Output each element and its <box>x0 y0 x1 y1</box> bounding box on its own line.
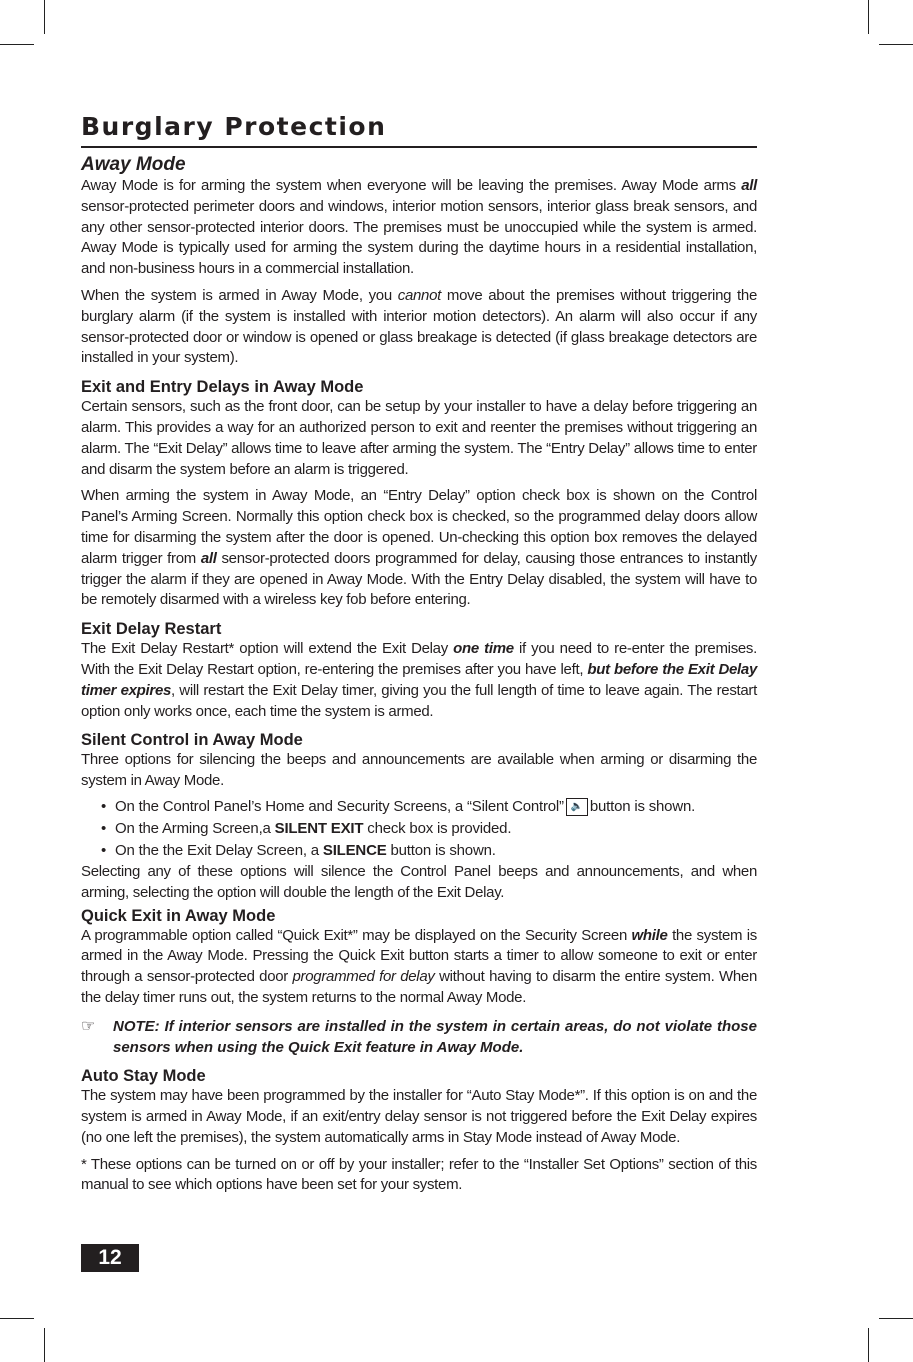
note-text: NOTE: If interior sensors are installed in the system in certain areas, do not violate those sensors when using the Quick Exit feature in Away Mode. <box>113 1017 757 1056</box>
exit-entry-paragraph-1: Certain sensors, such as the front door, can be setup by your installer to have a delay before triggering an alarm. This provides a way for an authorized person to exit and reenter the premises without triggering an alarm. The “Exit Delay” allows time to leave after arming the system. The “Entry Delay” allows time to enter and disarm the system before an alarm is triggered. <box>81 398 757 478</box>
crop-mark <box>44 1328 45 1362</box>
list-item: • On the the Exit Delay Screen, a SILENCE button is shown. <box>101 841 496 859</box>
list-item: • On the Control Panel’s Home and Security Screens, a “Silent Control” 🔈 button is shown. <box>101 797 696 815</box>
section-heading-quick-exit: Quick Exit in Away Mode <box>81 906 276 925</box>
crop-mark <box>868 0 869 34</box>
page-title: Burglary Protection <box>81 112 757 148</box>
exit-entry-paragraph-2: When arming the system in Away Mode, an “Entry Delay” option check box is shown on the Control Panel’s Arming Screen. Normally this option check box is checked, so the programmed delay doors allow time for disarming the system after the door is opened. Un-checking this option box removes the delayed alarm trigger from all sensor-protected doors programmed for delay, causing those entrances to instantly trigger the alarm if they are opened in Away Mode. With the Entry Delay disabled, the system will have to be remotely disarmed with a wireless key fob before entering. <box>81 487 758 609</box>
footnote: * These options can be turned on or off by your installer; refer to the “Installer Set Options” section of this manual to see which options have been set for your system. <box>81 1155 757 1194</box>
list-item: • On the Arming Screen,a SILENT EXIT check box is provided. <box>101 819 512 837</box>
crop-mark <box>879 1318 913 1319</box>
away-mode-paragraph-2: When the system is armed in Away Mode, you cannot move about the premises without triggering the burglary alarm (if the system is installed with interior motion detectors). An alarm will also occur if any sensor-protected door or window is opened or glass breakage is detected (if glass breakage detectors are installed in your system). <box>81 286 757 367</box>
silent-options-list <box>81 796 757 862</box>
speaker-icon: 🔈 <box>566 798 588 816</box>
crop-mark <box>868 1328 869 1362</box>
page-number: 12 <box>81 1244 139 1272</box>
section-heading-silent-control: Silent Control in Away Mode <box>81 731 303 750</box>
page-content <box>81 112 757 1196</box>
auto-stay-paragraph: The system may have been programmed by the installer for “Auto Stay Mode*”. If this option is on and the system is armed in Away Mode, if an exit/entry delay sensor is not triggered before the Exit Delay expires (no one left the premises), the system automatically arms in Stay Mode instead of Away Mode. <box>81 1087 757 1146</box>
quick-exit-paragraph: A programmable option called “Quick Exit*” may be displayed on the Security Screen while the system is armed in the Away Mode. Pressing the Quick Exit button starts a timer to allow someone to exit or enter through a sensor-protected door programmed for delay without having to disarm the entire system. When the delay timer runs out, the system returns to the normal Away Mode. <box>81 926 757 1006</box>
note-box <box>81 1017 757 1059</box>
crop-mark <box>0 44 34 45</box>
exit-delay-restart-paragraph: The Exit Delay Restart* option will extend the Exit Delay one time if you need to re-enter the premises. With the Exit Delay Restart option, re-entering the premises after you have left, but before the Exit Delay timer expires, will restart the Exit Delay timer, giving you the full length of time to leave again. The restart option only works once, each time the system is armed. <box>81 640 758 720</box>
silent-control-intro: Three options for silencing the beeps and announcements are available when arming or disarming the system in Away Mode. <box>81 751 757 790</box>
silent-control-outro: Selecting any of these options will silence the Control Panel beeps and announcements, and when arming, selecting the option will double the length of the Exit Delay. <box>81 862 757 901</box>
section-heading-exit-entry: Exit and Entry Delays in Away Mode <box>81 378 364 397</box>
away-mode-paragraph-1: Away Mode is for arming the system when everyone will be leaving the premises. Away Mode arms all sensor-protected perimeter doors and windows, interior motion sensors, interior glass break sensors, and any other sensor-protected interior doors. The premises must be unoccupied while the system is armed. Away Mode is typically used for arming the system during the daytime hours in a residential installation, and non-business hours in a commercial installation. <box>81 177 757 278</box>
crop-mark <box>879 44 913 45</box>
crop-mark <box>44 0 45 34</box>
crop-mark <box>0 1318 34 1319</box>
section-heading-exit-delay-restart: Exit Delay Restart <box>81 620 222 639</box>
pointing-hand-icon: ☞ <box>81 1017 96 1035</box>
section-heading-auto-stay: Auto Stay Mode <box>81 1067 206 1086</box>
section-heading-away-mode: Away Mode <box>81 154 186 175</box>
